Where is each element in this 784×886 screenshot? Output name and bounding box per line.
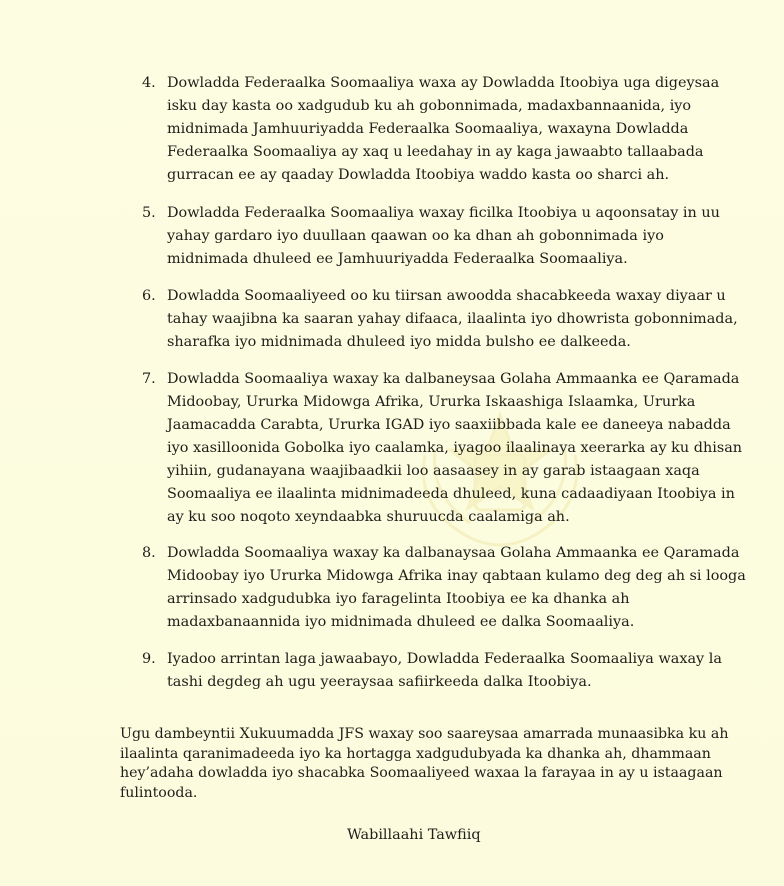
text-line: Midoobay, Ururka Midowga Afrika, Ururka Iskaashiga Islaamka, Ururka (167, 394, 696, 410)
text-line: Ugu dambeyntii Xukuumadda JFS waxay soo saareysaa amarrada munaasibka ku ah (120, 726, 729, 742)
text-line: Dowladda Federaalka Soomaaliya waxa ay Dowladda Itoobiya uga digeysaa (167, 75, 720, 91)
text-line: madaxbanaannida iyo midnimada dhuleed ee dalka Soomaaliya. (167, 614, 635, 630)
text-line: Jaamacadda Carabta, Ururka IGAD iyo saaxiibbada kale ee daneeya nabadda (167, 417, 731, 433)
item-text (167, 72, 720, 187)
text-line: Soomaaliya ee ilaalinta midnimadeeda dhuleed, kuna cadaadiyaan Itoobiya in (167, 486, 735, 502)
item-text (167, 368, 743, 529)
text-line: Federaalka Soomaaliya ay xaq u leedahay in ay kaga jawaabto tallaabada (167, 144, 704, 160)
text-line: sharafka iyo midnimada dhuleed iyo midda bulsho ee dalkeeda. (167, 334, 631, 350)
text-line: Dowladda Soomaaliya waxay ka dalbanaysaa Golaha Ammaanka ee Qaramada (167, 545, 740, 561)
item-number: 7. (142, 371, 156, 387)
text-line: gurracan ee ay qaaday Dowladda Itoobiya waddo kasta oo sharci ah. (167, 167, 670, 183)
text-line: fulintooda. (120, 784, 198, 801)
item-text (167, 542, 746, 634)
item-number: 8. (142, 545, 156, 561)
signature-line: Wabillaahi Tawfiiq (347, 827, 481, 843)
text-line: Dowladda Soomaaliya waxay ka dalbaneysaa Golaha Ammaanka ee Qaramada (167, 371, 740, 387)
item-number: 4. (142, 75, 156, 91)
text-line: ilaalinta qaranimadeeda iyo ka hortagga xadgudubyada ka dhanka ah, dhammaan (120, 745, 711, 762)
text-line: yahay gardaro iyo duullaan qaawan oo ka dhan ah gobonnimada iyo (167, 228, 664, 244)
text-line: tashi degdeg ah ugu yeeraysaa safiirkeeda dalka Itoobiya. (167, 674, 592, 690)
text-line: arrinsado xadgudubka iyo faragelinta Itoobiya ee ka dhanka ah (167, 591, 630, 607)
text-line: hey’adaha dowladda iyo shacabka Soomaaliyeed waxaa la farayaa in ay u istaagaan (120, 765, 723, 782)
text-line: Iyadoo arrintan laga jawaabayo, Dowladda Federaalka Soomaaliya waxay la (167, 651, 722, 667)
text-line: Midoobay iyo Ururka Midowga Afrika inay qabtaan kulamo deg deg ah si looga (167, 568, 746, 584)
item-text (167, 202, 720, 271)
item-number: 5. (142, 205, 156, 221)
item-number: 6. (142, 288, 156, 304)
item-text (167, 648, 722, 694)
text-line: tahay waajibna ka saaran yahay difaaca, ilaalinta iyo dhowrista gobonnimada, (167, 311, 738, 327)
text-line: Dowladda Federaalka Soomaaliya waxay ficilka Itoobiya u aqoonsatay in uu (167, 205, 720, 221)
text-line: midnimada Jamhuuriyadda Federaalka Soomaaliya, waxayna Dowladda (167, 121, 689, 137)
text-line: yihiin, gudanayana waajibaadkii loo aasaasey in ay garab istaagaan xaqa (167, 463, 700, 479)
text-line: isku day kasta oo xadgudub ku ah gobonnimada, madaxbannaanida, iyo (167, 98, 692, 114)
item-number: 9. (142, 651, 156, 667)
text-line: ay ku soo noqoto xeyndaabka shuruucda caalamiga ah. (167, 509, 570, 525)
closing-paragraph (120, 725, 729, 803)
item-text (167, 285, 738, 354)
text-line: iyo xasilloonida Gobolka iyo caalamka, iyagoo ilaalinaya xeerarka ay ku dhisan (167, 440, 743, 456)
text-line: Dowladda Soomaaliyeed oo ku tiirsan awoodda shacabkeeda waxay diyaar u (167, 288, 726, 304)
text-line: midnimada dhuleed ee Jamhuuriyadda Federaalka Soomaaliya. (167, 251, 628, 267)
